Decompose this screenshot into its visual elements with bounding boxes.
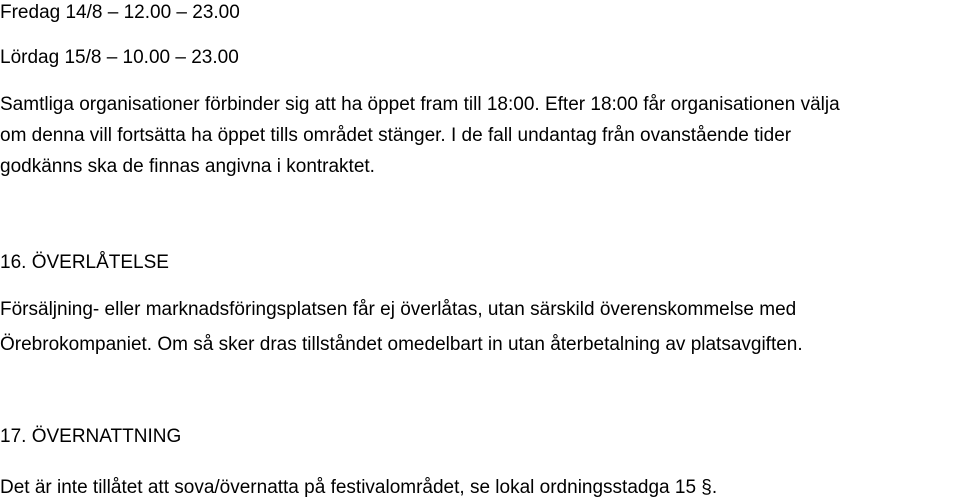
section-16-heading: 16. ÖVERLÅTELSE — [0, 252, 169, 273]
hours-paragraph-line-3: godkänns ska de finnas angivna i kontraktet. — [0, 156, 375, 177]
hours-paragraph-line-1: Samtliga organisationer förbinder sig att ha öppet fram till 18:00. Efter 18:00 får organisationen välja — [0, 94, 840, 115]
hours-paragraph-line-2: om denna vill fortsätta ha öppet tills området stänger. I de fall undantag från ovanstående tider — [0, 125, 792, 146]
section-16-text-line-2: Örebrokompaniet. Om så sker dras tillståndet omedelbart in utan återbetalning av platsavgiften. — [0, 334, 803, 355]
section-17-heading: 17. ÖVERNATTNING — [0, 426, 182, 447]
schedule-saturday: Lördag 15/8 – 10.00 – 23.00 — [0, 47, 239, 68]
section-16-text-line-1: Försäljning- eller marknadsföringsplatsen får ej överlåtas, utan särskild överenskommelse med — [0, 299, 797, 320]
section-17-text-line-1: Det är inte tillåtet att sova/övernatta på festivalområdet, se lokal ordningsstadga 15 §. — [0, 477, 718, 498]
schedule-friday: Fredag 14/8 – 12.00 – 23.00 — [0, 2, 240, 23]
